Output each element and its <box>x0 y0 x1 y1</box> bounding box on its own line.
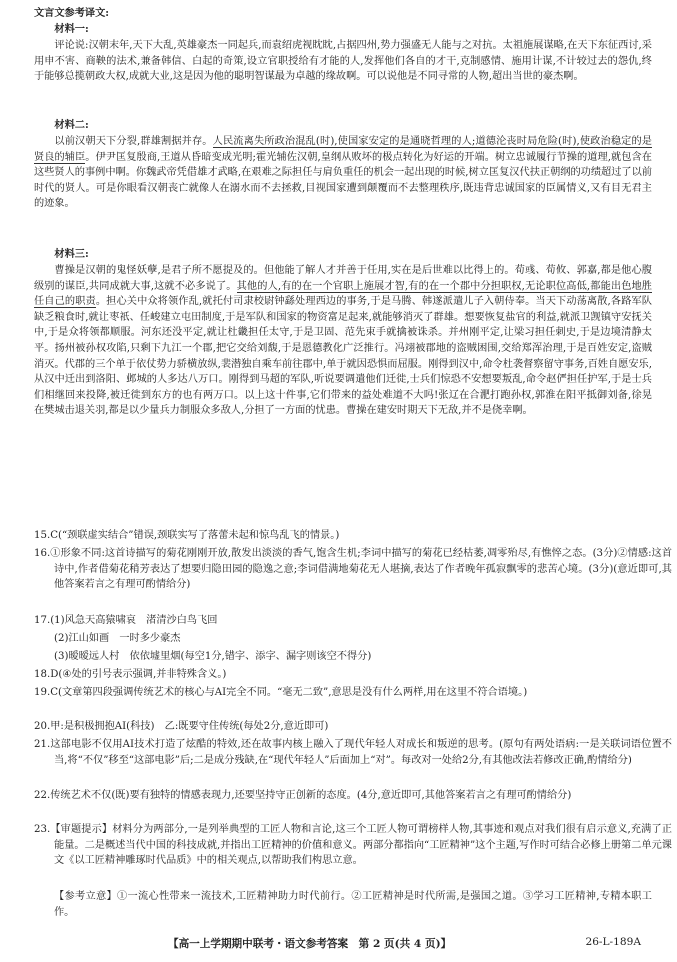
material-3-text <box>34 263 652 419</box>
material-2-text <box>34 134 652 212</box>
material-1-label: 材料一: <box>54 23 89 35</box>
material-3-text-a: 曹操是汉朝的鬼怪妖孽,是君子所不愿提及的。但他能了解人才并善于任用,实在是后世难以比得上的。荀彧、荀攸、郭嘉,都是他心腹级别的谋臣,共同成就大事,这就不必多说了。 <box>34 265 652 292</box>
footer-title: 【高一上学期期中联考・语文参考答案 第 2 页(共 4 页)】 <box>168 938 452 950</box>
material-3-text-b: 。担心关中众将领作乱,就托付司隶校尉钟繇处理西边的事务,于是马腾、韩遂派遣儿子入朝侍奉。当天下动荡离散,各路军队缺乏粮食时,就让枣祇、任峻建立屯田制度,于是军队和国家的物资富足起来,就能够消灭了群雄。想要恢复盐官的利益,就派卫觊镇守安抚关中,于是众将领都顺服。河东还没平定,就让杜畿担任太守,于是卫固、范先束手就擒被诛杀。并州刚平定,让梁习担任刺史,于是边境清静太平。扬州被孙权攻陷,只剩下九江一个郡,把它交给刘馥,于是恩德教化广泛推行。冯翊被郡地的盗贼困围,交给郑浑治理,于是百姓安定,盗贼消灭。代郡的三个单于依仗势力骄横放纵,裴潜独自乘车前往郡中,单于就因恐惧而屈服。刚得到汉中,命令杜袭督察留守事务,百姓自愿安乐,从汉中迁出到洛阳、邺城的人多达八万口。刚得到马超的军队,听说要调遣他们迁徙,士兵们惊恐不安想要叛乱,命令赵俨担任护军,于是士兵们相继回来投降,被迁徙到东方的也有两万口。以上这十件事,它们带来的益处难道不大吗!张辽在合淝打跑孙权,郭淮在阳平抵御刘备,徐晃在樊城击退关羽,都是以少量兵力制服众多敌人,分担了一方面的忧患。曹操在建安时期天下无敌,并不是侥幸啊。 <box>34 296 652 417</box>
section-title: 文言文参考译文: <box>34 7 110 19</box>
material-3-label: 材料三: <box>54 248 89 260</box>
answer-16: 16.①形象不同:这首诗描写的菊花刚刚开放,散发出淡淡的香气,饱含生机;李词中描写的菊花已经枯萎,凋零殆尽,有憔悴之态。(3分)②情感:这首诗中,作者借菊花稍芳表达了想要归隐田园的隐逸之意;李词借满地菊花无人堪摘,表达了作者晚年孤寂飘零的悲苦心境。(3分)(意近即可,其他答案若言之有理可酌情给分) <box>34 548 672 591</box>
answer-17-line-2: (2)江山如画 一时多少豪杰 <box>54 633 181 644</box>
material-2-text-b: 。伊尹匡复殷商,王道从昏暗变成光明;霍光辅佐汉朝,皇纲从败坏的极点转化为好运的开端。树立忠诚履行节操的道理,就包含在这些贤人的事例中啊。你魏武帝凭借雄才武略,在艰难之际担任与肩负重任的机会一起出现的时候,树立匡复汉代扶正朝纲的功绩超过了以前时代的贤人。可是你眼看汉朝丧亡就像人在溺水而不去拯救,目视国家遭到颠覆而不去整理秩序,既违背忠诚国家的臣属情义,又有目无君主的迹象。 <box>34 151 652 210</box>
material-3-underlined: 其他的人,有的在一个官职上施展才智,有的在一个郡中分担职权,无论职位高低,都能出色地胜任自己的职责 <box>34 280 652 308</box>
answer-23-theme: 【参考立意】①一流心性带来一流技术,工匠精神助力时代前行。②工匠精神是时代所需,是强国之道。③学习工匠精神,专精本职工作。 <box>54 891 652 918</box>
answer-17-line-1: 17.(1)风急天高猿啸哀 渚清沙白鸟飞回 <box>34 615 218 626</box>
answer-17-line-3: (3)暧暧远人村 依依墟里烟(每空1分,错字、添字、漏字则该空不得分) <box>54 651 372 662</box>
material-1-text: 评论说:汉朝末年,天下大乱,英雄豪杰一同起兵,而袁绍虎视眈眈,占据四州,势力强盛无人能与之对抗。太祖施展谋略,在天下东征西讨,采用申不害、商鞅的法术,兼备韩信、白起的奇策,设立官职授给有才能的人,发挥他们各自的才干,克制感情、施用计谋,不计较过去的怨仇,终于能够总揽朝政大权,成就大业,这是因为他的聪明智谋最为卓越的缘故啊。可以说他是不同寻常的人物,超出当世的豪杰啊。 <box>34 40 652 83</box>
answer-15: 15.C(“颈联虚实结合”错误,颈联实写了落蕾未起和惊鸟乱飞的情景。) <box>34 530 340 541</box>
answer-18: 18.D(④处的引号表示强调,并非特殊含义。) <box>34 669 227 680</box>
footer-code: 26-L-189A <box>585 936 641 948</box>
answer-19: 19.C(文章第四段强调传统艺术的核心与AI完全不同。“毫无二致”,意思是没有什么两样,用在这里不符合语境。) <box>34 687 528 698</box>
material-2-text-a: 以前汉朝天下分裂,群雄割据并存。 <box>54 136 213 147</box>
material-2-label: 材料二: <box>54 119 89 131</box>
answer-23-prompt: 23.【审题提示】材料分为两部分,一是列举典型的工匠人物和言论,这三个工匠人物可谓榜样人物,其事迹和观点对我们很有启示意义,充满了正能量。二是概述当代中国的科技成就,并指出工匠精神的价值和意义。两部分都指向“工匠精神”这个主题,写作时可结合必修上册第二单元课文《以工匠精神雕琢时代品质》中的相关观点,以帮助我们构思立意。 <box>34 824 672 867</box>
material-2-underlined: 人民流离失所政治混乱(时),使国家安定的是通晓哲理的人;道德沦丧时局危险(时),使政治稳定的是贤良的辅臣 <box>34 136 652 163</box>
answer-22: 22.传统艺术不仅(既)要有独特的情感表现力,还要坚持守正创新的态度。(4分,意近即可,其他答案若言之有理可酌情给分) <box>34 790 572 801</box>
answer-21: 21.这部电影不仅用AI技术打造了炫酷的特效,还在故事内核上融入了现代年轻人对成长和叛逆的思考。(原句有两处语病:一是关联词语位置不当,将“不仅”移至“这部电影”后;二是成分残缺,在“现代年轻人”后面加上“对”。每改对一处给2分,有其他改法若修改正确,酌情给分) <box>34 739 672 766</box>
answer-20: 20.甲:是积极拥抱AI(科技) 乙:既要守住传统(每处2分,意近即可) <box>34 721 329 732</box>
